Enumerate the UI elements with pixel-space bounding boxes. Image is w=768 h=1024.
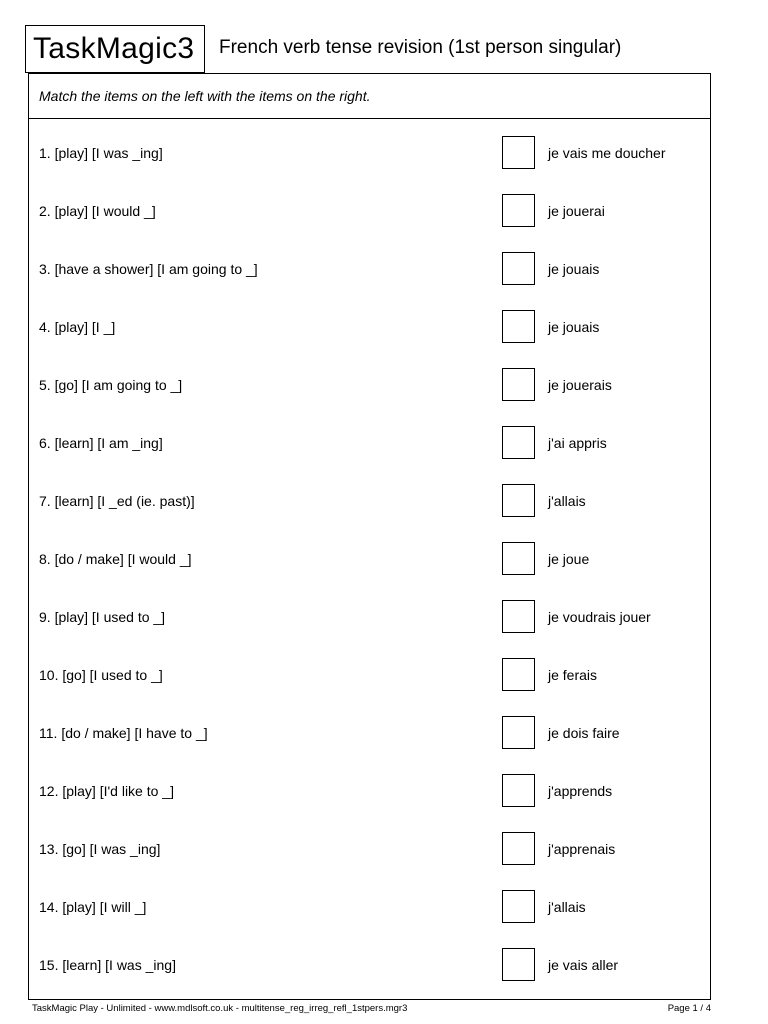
footer-source: TaskMagic Play - Unlimited - www.mdlsoft.co.uk - multitense_reg_irreg_refl_1stpers.mgr3 — [32, 1003, 408, 1014]
match-option: j'apprenais — [548, 841, 616, 857]
match-row — [29, 600, 710, 634]
match-option: je vais aller — [548, 957, 619, 973]
worksheet-frame — [28, 73, 711, 1000]
answer-box[interactable] — [502, 368, 535, 401]
match-option: j'apprends — [548, 783, 613, 799]
match-prompt: 11. [do / make] [I have to _] — [39, 725, 208, 741]
match-prompt: 7. [learn] [I _ed (ie. past)] — [39, 493, 195, 509]
match-row — [29, 890, 710, 924]
match-option: je dois faire — [548, 725, 620, 741]
answer-box[interactable] — [502, 890, 535, 923]
answer-box[interactable] — [502, 252, 535, 285]
match-option: je jouais — [548, 319, 600, 335]
answer-box[interactable] — [502, 948, 535, 981]
answer-box[interactable] — [502, 600, 535, 633]
answer-box[interactable] — [502, 716, 535, 749]
match-prompt: 2. [play] [I would _] — [39, 203, 156, 219]
match-prompt: 4. [play] [I _] — [39, 319, 116, 335]
match-prompt: 5. [go] [I am going to _] — [39, 377, 183, 393]
match-row — [29, 948, 710, 982]
match-row — [29, 194, 710, 228]
match-option: je voudrais jouer — [548, 609, 651, 625]
match-prompt: 6. [learn] [I am _ing] — [39, 435, 163, 451]
match-row — [29, 832, 710, 866]
match-option: je ferais — [548, 667, 598, 683]
match-option: je joue — [548, 551, 590, 567]
answer-box[interactable] — [502, 194, 535, 227]
match-prompt: 1. [play] [I was _ing] — [39, 145, 163, 161]
match-row — [29, 658, 710, 692]
answer-box[interactable] — [502, 542, 535, 575]
answer-box[interactable] — [502, 774, 535, 807]
answer-box[interactable] — [502, 136, 535, 169]
match-prompt: 14. [play] [I will _] — [39, 899, 147, 915]
match-prompt: 8. [do / make] [I would _] — [39, 551, 192, 567]
answer-box[interactable] — [502, 832, 535, 865]
match-row — [29, 136, 710, 170]
answer-box[interactable] — [502, 484, 535, 517]
match-row — [29, 310, 710, 344]
match-row — [29, 368, 710, 402]
match-row — [29, 484, 710, 518]
match-option: j'allais — [548, 493, 586, 509]
match-option: je jouerai — [548, 203, 605, 219]
match-prompt: 10. [go] [I used to _] — [39, 667, 163, 683]
match-prompt: 12. [play] [I'd like to _] — [39, 783, 174, 799]
answer-box[interactable] — [502, 658, 535, 691]
page-title: French verb tense revision (1st person singular) — [219, 37, 622, 58]
match-row — [29, 542, 710, 576]
logo: TaskMagic3 — [25, 25, 205, 73]
match-row — [29, 252, 710, 286]
match-prompt: 3. [have a shower] [I am going to _] — [39, 261, 258, 277]
match-prompt: 15. [learn] [I was _ing] — [39, 957, 176, 973]
match-row — [29, 716, 710, 750]
page-number: Page 1 / 4 — [667, 1003, 711, 1014]
match-option: je jouerais — [548, 377, 612, 393]
answer-box[interactable] — [502, 310, 535, 343]
match-prompt: 13. [go] [I was _ing] — [39, 841, 161, 857]
match-option: j'allais — [548, 899, 586, 915]
match-option: je vais me doucher — [548, 145, 666, 161]
match-option: j'ai appris — [548, 435, 607, 451]
match-prompt: 9. [play] [I used to _] — [39, 609, 166, 625]
answer-box[interactable] — [502, 426, 535, 459]
instructions: Match the items on the left with the items on the right. — [29, 74, 710, 119]
match-row — [29, 774, 710, 808]
match-option: je jouais — [548, 261, 600, 277]
match-row — [29, 426, 710, 460]
